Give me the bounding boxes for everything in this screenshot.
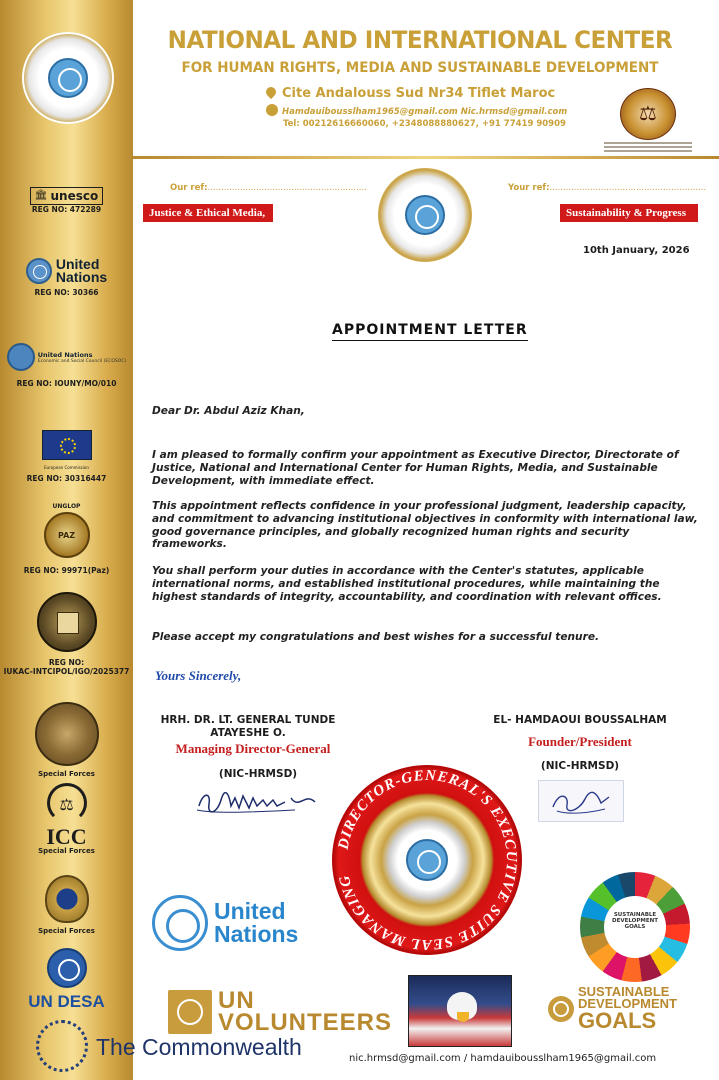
ecosoc-block — [0, 343, 133, 388]
our-ref: Our ref:........................................................... — [170, 183, 367, 193]
commonwealth-label: The Commonwealth — [96, 1034, 302, 1060]
special-forces-block: Special Forces — [0, 875, 133, 935]
logo-caption-lines — [604, 142, 692, 154]
unesco-block — [0, 183, 133, 214]
paz-badge: PAZ — [44, 512, 90, 558]
eu-flag-icon — [42, 430, 92, 460]
tagline-right: Sustainability & Progress — [560, 204, 698, 222]
center-emblem-seal — [378, 168, 472, 262]
letter-date: 10th January, 2026 — [583, 245, 690, 256]
un-volunteers-logo: UN VOLUNTEERS — [168, 990, 392, 1034]
tagline-left: Justice & Ethical Media, — [143, 204, 273, 222]
unesco-logo: 🏛 unesco — [30, 187, 103, 205]
police-block: REG NO: IUKAC-INTCIPOL/IGO/2025377 — [0, 592, 133, 676]
un-emblem-icon — [152, 895, 208, 951]
un-globe-icon — [48, 58, 88, 98]
mail-icon — [266, 104, 278, 116]
header-divider — [133, 156, 719, 159]
undesa-block — [0, 948, 133, 1012]
paz-reg: REG NO: 99971(Paz) — [23, 566, 110, 575]
organization-title: NATIONAL AND INTERNATIONAL CENTER — [167, 26, 673, 54]
commonwealth-emblem-icon — [36, 1020, 88, 1072]
special-forces-badge — [45, 875, 89, 923]
your-ref: Your ref:.......................................................... — [508, 183, 707, 193]
icc-block: ⚖ ICC Special Forces — [0, 783, 133, 855]
un-emblem-icon — [548, 996, 574, 1022]
signatory-left-org: (NIC-HRMSD) — [218, 768, 298, 780]
paragraph-3: You shall perform your duties in accordance with the Center's statutes, applicable international norms, and established institutional procedures, while maintaining the highest standards of integrity, accountability, and coordination with relevant offices. — [152, 565, 662, 603]
paragraph-4: Please accept my congratulations and best wishes for a successful tenure. — [152, 631, 600, 643]
ecosoc-logo: United Nations Economic and Social Council (ECOSOC) — [7, 343, 126, 371]
un-block — [0, 258, 133, 297]
police-reg: IUKAC-INTCIPOL/IGO/2025377 — [3, 667, 130, 676]
closing: Yours Sincerely, — [155, 668, 242, 683]
temple-icon: 🏛 — [34, 190, 48, 201]
un-globe-icon — [406, 839, 448, 881]
paragraph-2: This appointment reflects confidence in your professional judgment, leadership capacity, and commitment to advancing institutional objectives in conformity with international law, good governance principles, and globally recognized human rights and security frameworks. — [152, 500, 698, 551]
seal-ring-text: DIRECTOR-GENERAL'S EXECUTIVE SUITE SEAL MANAGING — [335, 767, 520, 953]
letter-title: APPOINTMENT LETTER — [332, 322, 528, 338]
un-globe-icon — [47, 948, 87, 988]
un-emblem-icon — [168, 990, 212, 1034]
signature-left — [195, 788, 325, 818]
sdg-text-logo: SUSTAINABLE DEVELOPMENT GOALS — [548, 986, 677, 1032]
justice-scales-logo — [620, 88, 676, 140]
sdg-wheel-logo: SUSTAINABLE DEVELOPMENT GOALS — [580, 872, 690, 982]
un-globe-icon — [26, 258, 52, 284]
special-forces-label: Special Forces — [38, 770, 95, 778]
signatory-right-org: (NIC-HRMSD) — [540, 760, 620, 772]
eu-block: European Commission REG NO: 30316447 — [0, 430, 133, 483]
signatory-right-role: Founder/President — [528, 734, 632, 749]
ecosoc-reg: REG NO: IOUNY/MO/010 — [16, 379, 117, 388]
signatory-left-role: Managing Director-General — [175, 741, 331, 756]
paz-block: UNGLOP PAZ REG NO: 99971(Paz) — [0, 503, 133, 575]
footer-emails: nic.hrmsd@gmail.com / hamdauibousslham1965@gmail.com — [349, 1053, 657, 1064]
signatory-left-name: HRH. DR. LT. GENERAL TUNDE ATAYESHE O. — [160, 714, 336, 739]
sidebar — [0, 0, 133, 1080]
paragraph-1: I am pleased to formally confirm your appointment as Executive Director, Directorate of Justice, National and International Center for Human Rights, Media, and Sustainable Development, with immediate effect. — [152, 449, 679, 487]
unesco-reg: REG NO: 472289 — [31, 205, 102, 214]
un-globe-icon — [405, 195, 445, 235]
undesa-label: UN DESA — [28, 992, 105, 1011]
united-nations-logo: United Nations — [152, 895, 298, 951]
eu-reg: REG NO: 30316447 — [26, 474, 107, 483]
court-block — [0, 702, 133, 778]
address: Cite Andalouss Sud Nr34 Tiflet Maroc — [266, 86, 555, 101]
court-seal — [35, 702, 99, 766]
icc-label: ICC — [46, 824, 87, 849]
scales-icon: ⚖ — [639, 101, 657, 125]
contact-emails: Hamdauibousslham1965@gmail.com Nic.hrmsd@gmail.com — [266, 104, 567, 117]
un-globe-icon — [7, 343, 35, 371]
un-reg: REG NO: 30366 — [34, 288, 99, 297]
contact-phones: Tel: 00212616660060, +2348088880627, +91 77419 90909 — [283, 119, 566, 129]
greeting: Dear Dr. Abdul Aziz Khan, — [152, 405, 305, 417]
signature-right — [538, 780, 624, 822]
eagle-flag-image — [408, 975, 512, 1047]
signatory-right-name: EL- HAMDAOUI BOUSSALHAM — [493, 714, 667, 726]
executive-suite-seal — [332, 765, 522, 955]
un-logo: United Nations — [26, 258, 107, 284]
scales-icon: ⚖ — [43, 783, 91, 823]
location-pin-icon — [264, 85, 278, 99]
center-emblem-seal — [22, 32, 114, 124]
organization-subtitle: FOR HUMAN RIGHTS, MEDIA AND SUSTAINABLE DEVELOPMENT — [181, 60, 659, 76]
international-police-badge — [37, 592, 97, 652]
